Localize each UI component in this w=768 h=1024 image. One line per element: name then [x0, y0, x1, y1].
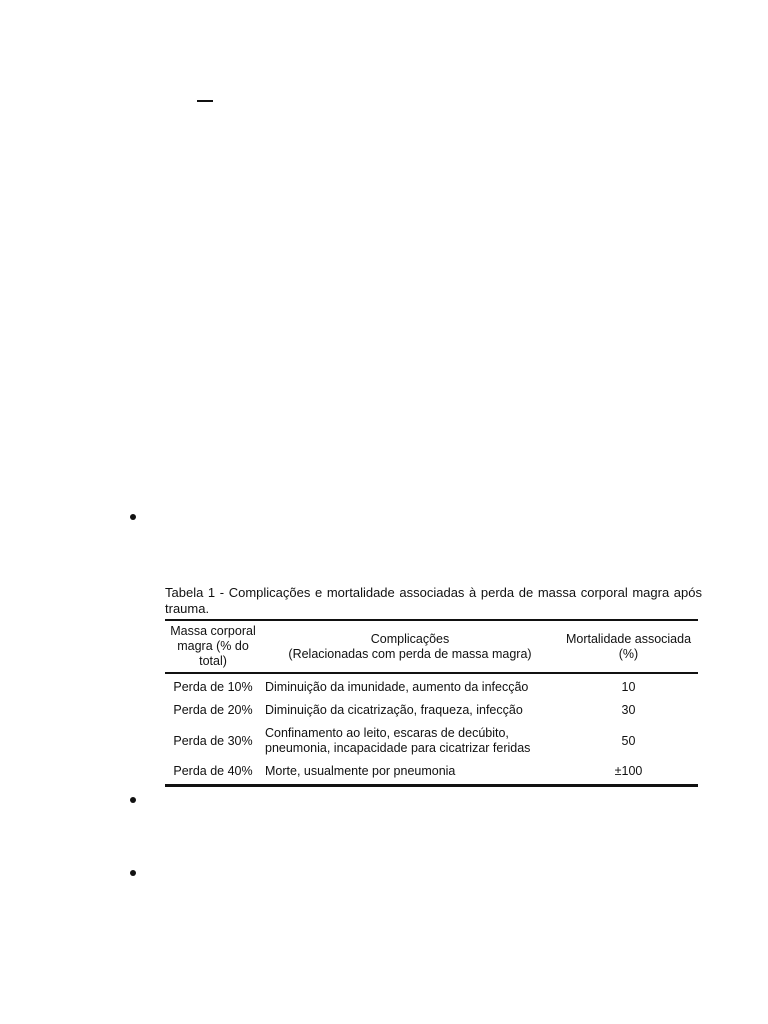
cell-complications: Diminuição da imunidade, aumento da infecção: [265, 680, 529, 694]
cell-mortality: 30: [621, 703, 636, 717]
cell-loss: Perda de 30%: [173, 733, 253, 748]
list-bullet-3: [130, 870, 136, 876]
table-row: [165, 699, 698, 722]
cell-mortality: 50: [621, 733, 636, 748]
table-row: [165, 760, 698, 786]
cell-loss: Perda de 40%: [173, 764, 253, 778]
list-bullet-2: [130, 797, 136, 803]
header-complications: [261, 620, 559, 673]
header-complications-subtitle: (Relacionadas com perda de massa magra): [288, 646, 532, 661]
table-row: [165, 722, 698, 760]
complications-table: [165, 619, 698, 787]
cell-complications: Diminuição da cicatrização, fraqueza, infecção: [265, 703, 523, 717]
header-mortality: Mortalidade associada (%): [565, 631, 692, 661]
header-lean-mass: Massa corporal magra (% do total): [170, 624, 256, 668]
table-row: [165, 673, 698, 699]
cell-loss: Perda de 20%: [173, 703, 253, 717]
table-figure: [165, 585, 702, 787]
cell-loss: Perda de 10%: [173, 680, 253, 694]
table-header-row: [165, 620, 698, 673]
header-complications-title: Complicações: [370, 631, 450, 646]
dash-mark: [197, 100, 213, 102]
cell-complications: Confinamento ao leito, escaras de decúbito, pneumonia, incapacidade para cicatrizar feridas: [265, 726, 531, 755]
cell-complications: Morte, usualmente por pneumonia: [265, 764, 456, 778]
list-bullet-1: [130, 514, 136, 520]
cell-mortality: ±100: [614, 764, 643, 778]
table-caption: Tabela 1 - Complicações e mortalidade associadas à perda de massa corporal magra após trauma.: [165, 585, 702, 616]
cell-mortality: 10: [621, 680, 636, 694]
